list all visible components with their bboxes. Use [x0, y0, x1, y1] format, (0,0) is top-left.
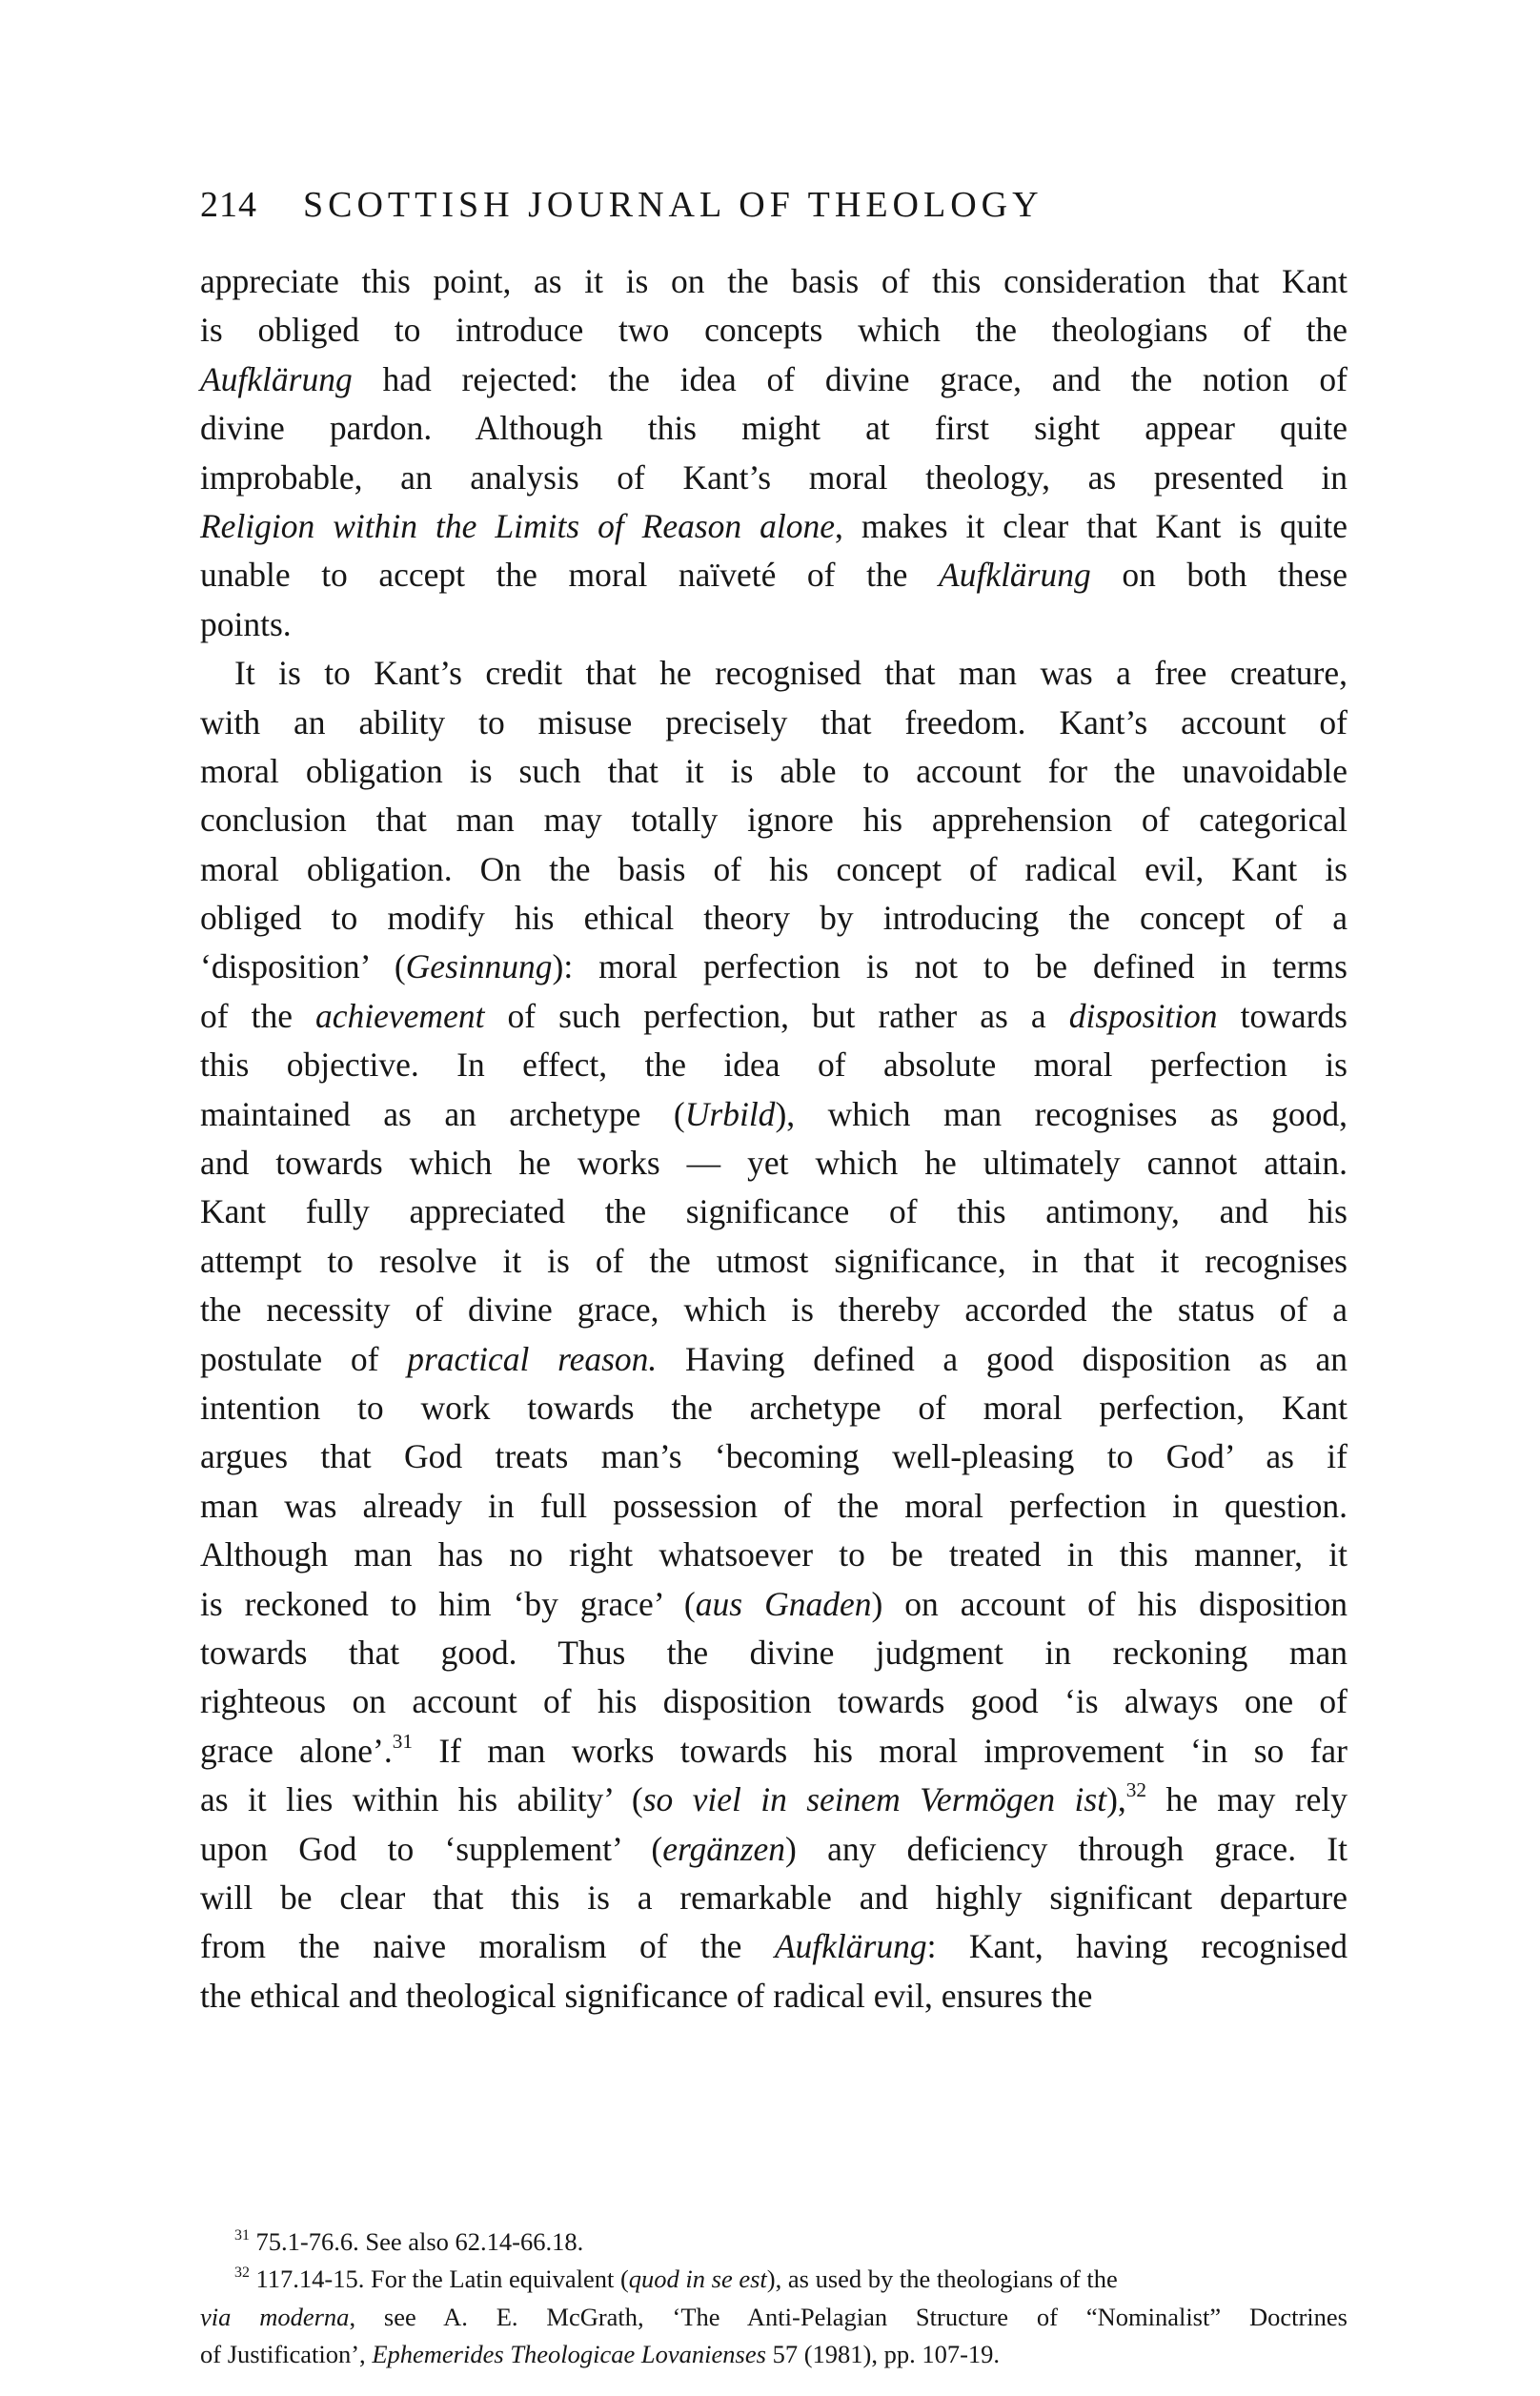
- text-run: Although man has no right whatsoever to be treated in this manner, it: [200, 1535, 1348, 1574]
- italic-text: Ephemerides Theologicae Lovanienses: [372, 2339, 766, 2368]
- body-line: [200, 551, 1348, 599]
- page-number: 214: [200, 185, 257, 225]
- text-run: If man works towards his moral improvement ‘in so far: [413, 1731, 1348, 1770]
- text-run: improbable, an analysis of Kant’s moral theology, as presented in: [200, 457, 1348, 497]
- text-run: 57 (1981), pp. 107-19.: [765, 2339, 1001, 2368]
- text-run: of the: [200, 996, 316, 1035]
- footnote-ref: 32: [1125, 1778, 1147, 1802]
- text-run: ), as used by the theologians of the: [766, 2264, 1118, 2294]
- italic-text: via moderna: [200, 2302, 350, 2331]
- body-line: [200, 1531, 1348, 1579]
- text-run: Kant fully appreciated the significance of this antimony, and his: [200, 1192, 1348, 1231]
- text-run: as it lies within his ability’ (: [200, 1780, 643, 1819]
- text-run: argues that God treats man’s ‘becoming well-pleasing to God’ as if: [200, 1437, 1348, 1476]
- text-run: , makes it clear that Kant is quite: [835, 506, 1348, 545]
- body-line: [200, 1776, 1348, 1824]
- text-run: with an ability to misuse precisely that freedom. Kant’s account of: [200, 702, 1348, 741]
- italic-text: so viel in seinem Vermögen ist: [642, 1780, 1107, 1819]
- body-line: [200, 1335, 1348, 1384]
- text-run: on both these: [1090, 556, 1348, 595]
- footnote-line: [200, 2336, 1348, 2373]
- body-line: [200, 257, 1348, 306]
- body-line: [200, 894, 1348, 943]
- body-text: [200, 257, 1348, 2020]
- footnote-ref: 32: [234, 2264, 250, 2282]
- body-line: [200, 1188, 1348, 1236]
- footnote-line: [200, 2223, 1348, 2261]
- italic-text: ergänzen: [662, 1829, 786, 1868]
- body-line: [200, 1677, 1348, 1726]
- body-line: [200, 796, 1348, 844]
- text-run: conclusion that man may totally ignore his apprehension of categorical: [200, 801, 1348, 840]
- body-line: [200, 1139, 1348, 1188]
- text-run: postulate of: [200, 1339, 408, 1378]
- body-line: [200, 404, 1348, 453]
- text-run: will be clear that this is a remarkable and highly significant departure: [200, 1878, 1348, 1917]
- text-run: 117.14-15. For the Latin equivalent (: [249, 2264, 629, 2294]
- text-run: is reckoned to him ‘by grace’ (: [200, 1584, 696, 1623]
- body-line: [200, 649, 1348, 698]
- body-line: [200, 845, 1348, 894]
- italic-text: Gesinnung: [405, 947, 553, 986]
- text-run: , see A. E. McGrath, ‘The Anti-Pelagian Structure of “Nominalist” Doctrines: [349, 2302, 1348, 2331]
- body-line: [200, 1041, 1348, 1089]
- footnote-line: [200, 2299, 1348, 2336]
- text-run: 75.1-76.6. See also 62.14-66.18.: [249, 2227, 584, 2256]
- text-run: of such perfection, but rather as a: [484, 996, 1069, 1035]
- italic-text: Aufklärung: [200, 359, 353, 398]
- body-line: [200, 992, 1348, 1041]
- text-run: had rejected: the idea of divine grace, and the notion of: [352, 359, 1348, 398]
- text-run: obliged to modify his ethical theory by introducing the concept of a: [200, 899, 1348, 938]
- body-line: [200, 1825, 1348, 1874]
- italic-text: Aufklärung: [774, 1927, 927, 1966]
- text-run: Having defined a good disposition as an: [657, 1339, 1348, 1378]
- body-line: [200, 1727, 1348, 1776]
- text-run: the ethical and theological significance of radical evil, ensures the: [200, 1976, 1093, 2015]
- body-line: [200, 454, 1348, 502]
- body-line: [200, 1629, 1348, 1677]
- text-run: : Kant, having recognised: [926, 1927, 1348, 1966]
- body-line: [200, 1874, 1348, 1922]
- text-run: ) any deficiency through grace. It: [785, 1829, 1348, 1868]
- text-run: and towards which he works — yet which he ultimately cannot attain.: [200, 1144, 1348, 1183]
- text-run: ), which man recognises as good,: [775, 1094, 1348, 1133]
- body-line: [200, 1286, 1348, 1334]
- text-run: points.: [200, 604, 292, 643]
- body-line: [200, 600, 1348, 649]
- text-run: moral obligation is such that it is able to account for the unavoidable: [200, 751, 1348, 790]
- body-line: [200, 1922, 1348, 1971]
- body-line: [200, 747, 1348, 796]
- text-run: towards: [1217, 996, 1348, 1035]
- text-run: ),: [1106, 1780, 1126, 1819]
- body-line: [200, 502, 1348, 551]
- body-line: [200, 1432, 1348, 1481]
- footnote-line: [200, 2261, 1348, 2298]
- text-run: It is to Kant’s credit that he recognised that man was a free creature,: [234, 654, 1348, 693]
- text-run: intention to work towards the archetype of moral perfection, Kant: [200, 1388, 1348, 1427]
- text-run: this objective. In effect, the idea of absolute moral perfection is: [200, 1046, 1348, 1085]
- italic-text: achievement: [315, 996, 485, 1035]
- italic-text: aus Gnaden: [695, 1584, 872, 1623]
- text-run: upon God to ‘supplement’ (: [200, 1829, 663, 1868]
- text-run: is obliged to introduce two concepts which the theologians of the: [200, 311, 1348, 350]
- footnote-ref: 31: [392, 1729, 414, 1753]
- text-run: from the naive moralism of the: [200, 1927, 775, 1966]
- text-run: righteous on account of his disposition towards good ‘is always one of: [200, 1682, 1348, 1721]
- text-run: ): moral perfection is not to be defined in terms: [552, 947, 1348, 986]
- text-run: ‘disposition’ (: [200, 947, 406, 986]
- italic-text: Aufklärung: [939, 556, 1091, 595]
- body-line: [200, 1384, 1348, 1432]
- italic-text: disposition: [1068, 996, 1218, 1035]
- text-run: unable to accept the moral naïveté of the: [200, 556, 940, 595]
- text-run: attempt to resolve it is of the utmost significance, in that it recognises: [200, 1241, 1348, 1280]
- text-run: grace alone’.: [200, 1731, 393, 1770]
- body-line: [200, 1580, 1348, 1629]
- text-run: he may rely: [1146, 1780, 1348, 1819]
- body-line: [200, 943, 1348, 991]
- text-run: moral obligation. On the basis of his concept of radical evil, Kant is: [200, 849, 1348, 888]
- italic-text: Religion within the Limits of Reason alone: [200, 506, 836, 545]
- text-run: the necessity of divine grace, which is thereby accorded the status of a: [200, 1290, 1348, 1330]
- body-line: [200, 1090, 1348, 1139]
- text-run: divine pardon. Although this might at first sight appear quite: [200, 409, 1348, 448]
- text-run: towards that good. Thus the divine judgment in reckoning man: [200, 1633, 1348, 1672]
- body-line: [200, 699, 1348, 747]
- text-run: maintained as an archetype (: [200, 1094, 685, 1133]
- italic-text: Urbild: [684, 1094, 776, 1133]
- text-run: ) on account of his disposition: [871, 1584, 1348, 1623]
- body-line: [200, 1972, 1348, 2020]
- body-line: [200, 306, 1348, 355]
- text-run: appreciate this point, as it is on the basis of this consideration that Kant: [200, 262, 1348, 300]
- body-line: [200, 1237, 1348, 1286]
- running-title: SCOTTISH JOURNAL OF THEOLOGY: [303, 185, 1044, 225]
- italic-text: practical reason.: [407, 1339, 658, 1378]
- body-line: [200, 355, 1348, 404]
- running-header: [200, 181, 1348, 229]
- body-line: [200, 1482, 1348, 1531]
- footnotes: [200, 2223, 1348, 2373]
- text-run: man was already in full possession of the moral perfection in question.: [200, 1486, 1348, 1525]
- text-run: of Justification’,: [200, 2339, 373, 2368]
- italic-text: quod in se est: [628, 2264, 767, 2294]
- footnote-ref: 31: [234, 2226, 250, 2244]
